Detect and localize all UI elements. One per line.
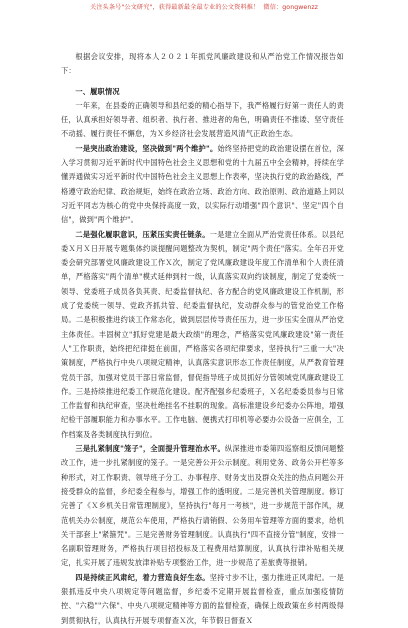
section-heading: 一、履职情况 [75,86,120,96]
banner-wechat-text: 微信：gongwenzz [263,4,319,11]
item-text: 坚持寸步不让，强力推进正风肃纪。一是狠抓违反中央八项规定等问题监督，乡纪委不定期开展监督检查，重点加强疫情防控、"六稳""六保"、中央八项规定精神等方面的监督检查，确保上级政策在乡村两级得到贯彻执行，认真执行开展专项督查Ｘ次，年节假日督查Ｘ [61,572,344,625]
item-text: 纵深推进市委第四巡察组反馈问题整改工作，进一步扎紧制度的笼子。一是完善公开公示制度。利用党务、政务公开栏等多种形式，对工作职责、领导班子分工、办事程序、财务支出及群众关注的热点问题公开接受群众的监督，乡纪委全程参与，增强工作的透明度。二是完善机关管理制度。修订完善了《Ｘ乡机关日常管理制度》，坚持执行"每月一考核"，进一步规范干部作风，规范机关办公制度，规范公车使用，严格执行请销假、公务用车管理等方面的要求，给机关干部套上"紧箍咒"。三是完善财务管理制度。认真执行"四不直接分管"制度，安排一名副职管理财务，严格执行项目招投标及工程费用结算制度，认真执行津补贴相关规定，扎实开展了违规发放津补贴专项整治工作，进一步规范了差旅费等报销。 [61,444,345,568]
item-paragraph [61,571,344,628]
watermark-banner [0,3,408,12]
item-text: 始终坚持把党的政治建设摆在首位，深入学习贯彻习近平新时代中国特色社会主义思想和党的十九届五中全会精神，持续在学懂弄通做实习近平新时代中国特色社会主义思想上作表率，坚决执行党的政治路线，严格遵守政治纪律、政治规矩，始终在政治立场、政治方向、政治原则、政治道路上同以习近平同志为核心的党中央保持高度一致，以实际行动增强"四个意识"、坚定"四个自信"，做到"两个维护"。 [61,143,344,225]
item-title: 三是扎紧制度"笼子"，全面提升管理治水平。 [75,444,225,454]
item-title: 四是持续正风肃纪，着力营造良好生态。 [75,572,210,582]
item-title: 一是突出政治建设，坚决做到"两个维护"。 [75,143,218,153]
report-body [61,50,344,628]
item-paragraph [61,142,344,228]
item-paragraph [61,442,344,571]
item-title: 二是强化履职意识，压紧压实责任链条。 [75,229,210,239]
item-text: 一是建立全面从严治党责任体系。以县纪委Ｘ月Ｘ日开展专题集体约谈提醒问题整改为契机，制定"两个责任"落实。全年召开党委会研究部署党风廉政建设工作Ｘ次，制定了党风廉政建设年度工作清单和个人责任清单，严格落实"两个清单"模式延伸到村一级，认真落实双向约谈制度，制定了党委统一领导、党委班子成员各负其责、纪委监督执纪、各方配合的党风廉政建设工作机制，形成了党委统一领导、党政齐抓共管、纪委监督执纪，发动群众参与的管党治党工作格局。二是积极推进约谈工作常态化，做到层层传导责任压力，进一步压实全面从严治党主体责任。丰固树立"抓好党建是最大政绩"的理念，严格落实党风廉政建设"第一责任人"工作职责，始终把纪律挺在前面，严格落实各项纪律要求，坚持执行"三重一大"决策制度，严格执行中央八项规定精神，认真落实意识形态工作责任制度，从严教育管理党员干部，加强对党员干部日常监督，督促指导班子成员抓好分管领域党风廉政建设工作。三是持续推进纪委工作规范化建设。配齐配强乡纪委班子，Ｘ名纪委委员参与日常工作监督和执纪审查，坚决杜绝挂名不挂职的现象。高标准建设乡纪委办公阵地，增强纪检干部履职能力和办事水平。工作电脑、便携式打印机等必要办公设备一应俱全，工作档案及各类制度执行到位。 [61,229,344,439]
overview-paragraph: 一年来，在县委的正确领导和县纪委的精心指导下，我严格履行好第一责任人的责任，认真承担好领导者、组织者、执行者、推进者的角色，明确责任不推诿、坚守责任不动摇、履行责任不懈怠，为Ｘ乡经济社会发展营造风清气正政治生态。 [61,100,344,139]
banner-promo-text: 关注头条号"公文研究"，获得最新最全最专业的公文资料推！ [89,4,260,11]
item-paragraph [61,228,344,442]
intro-paragraph: 根据会议安排，现将本人２０２１年抓党风廉政建设和从严治党工作情况报告如下： [61,52,344,76]
